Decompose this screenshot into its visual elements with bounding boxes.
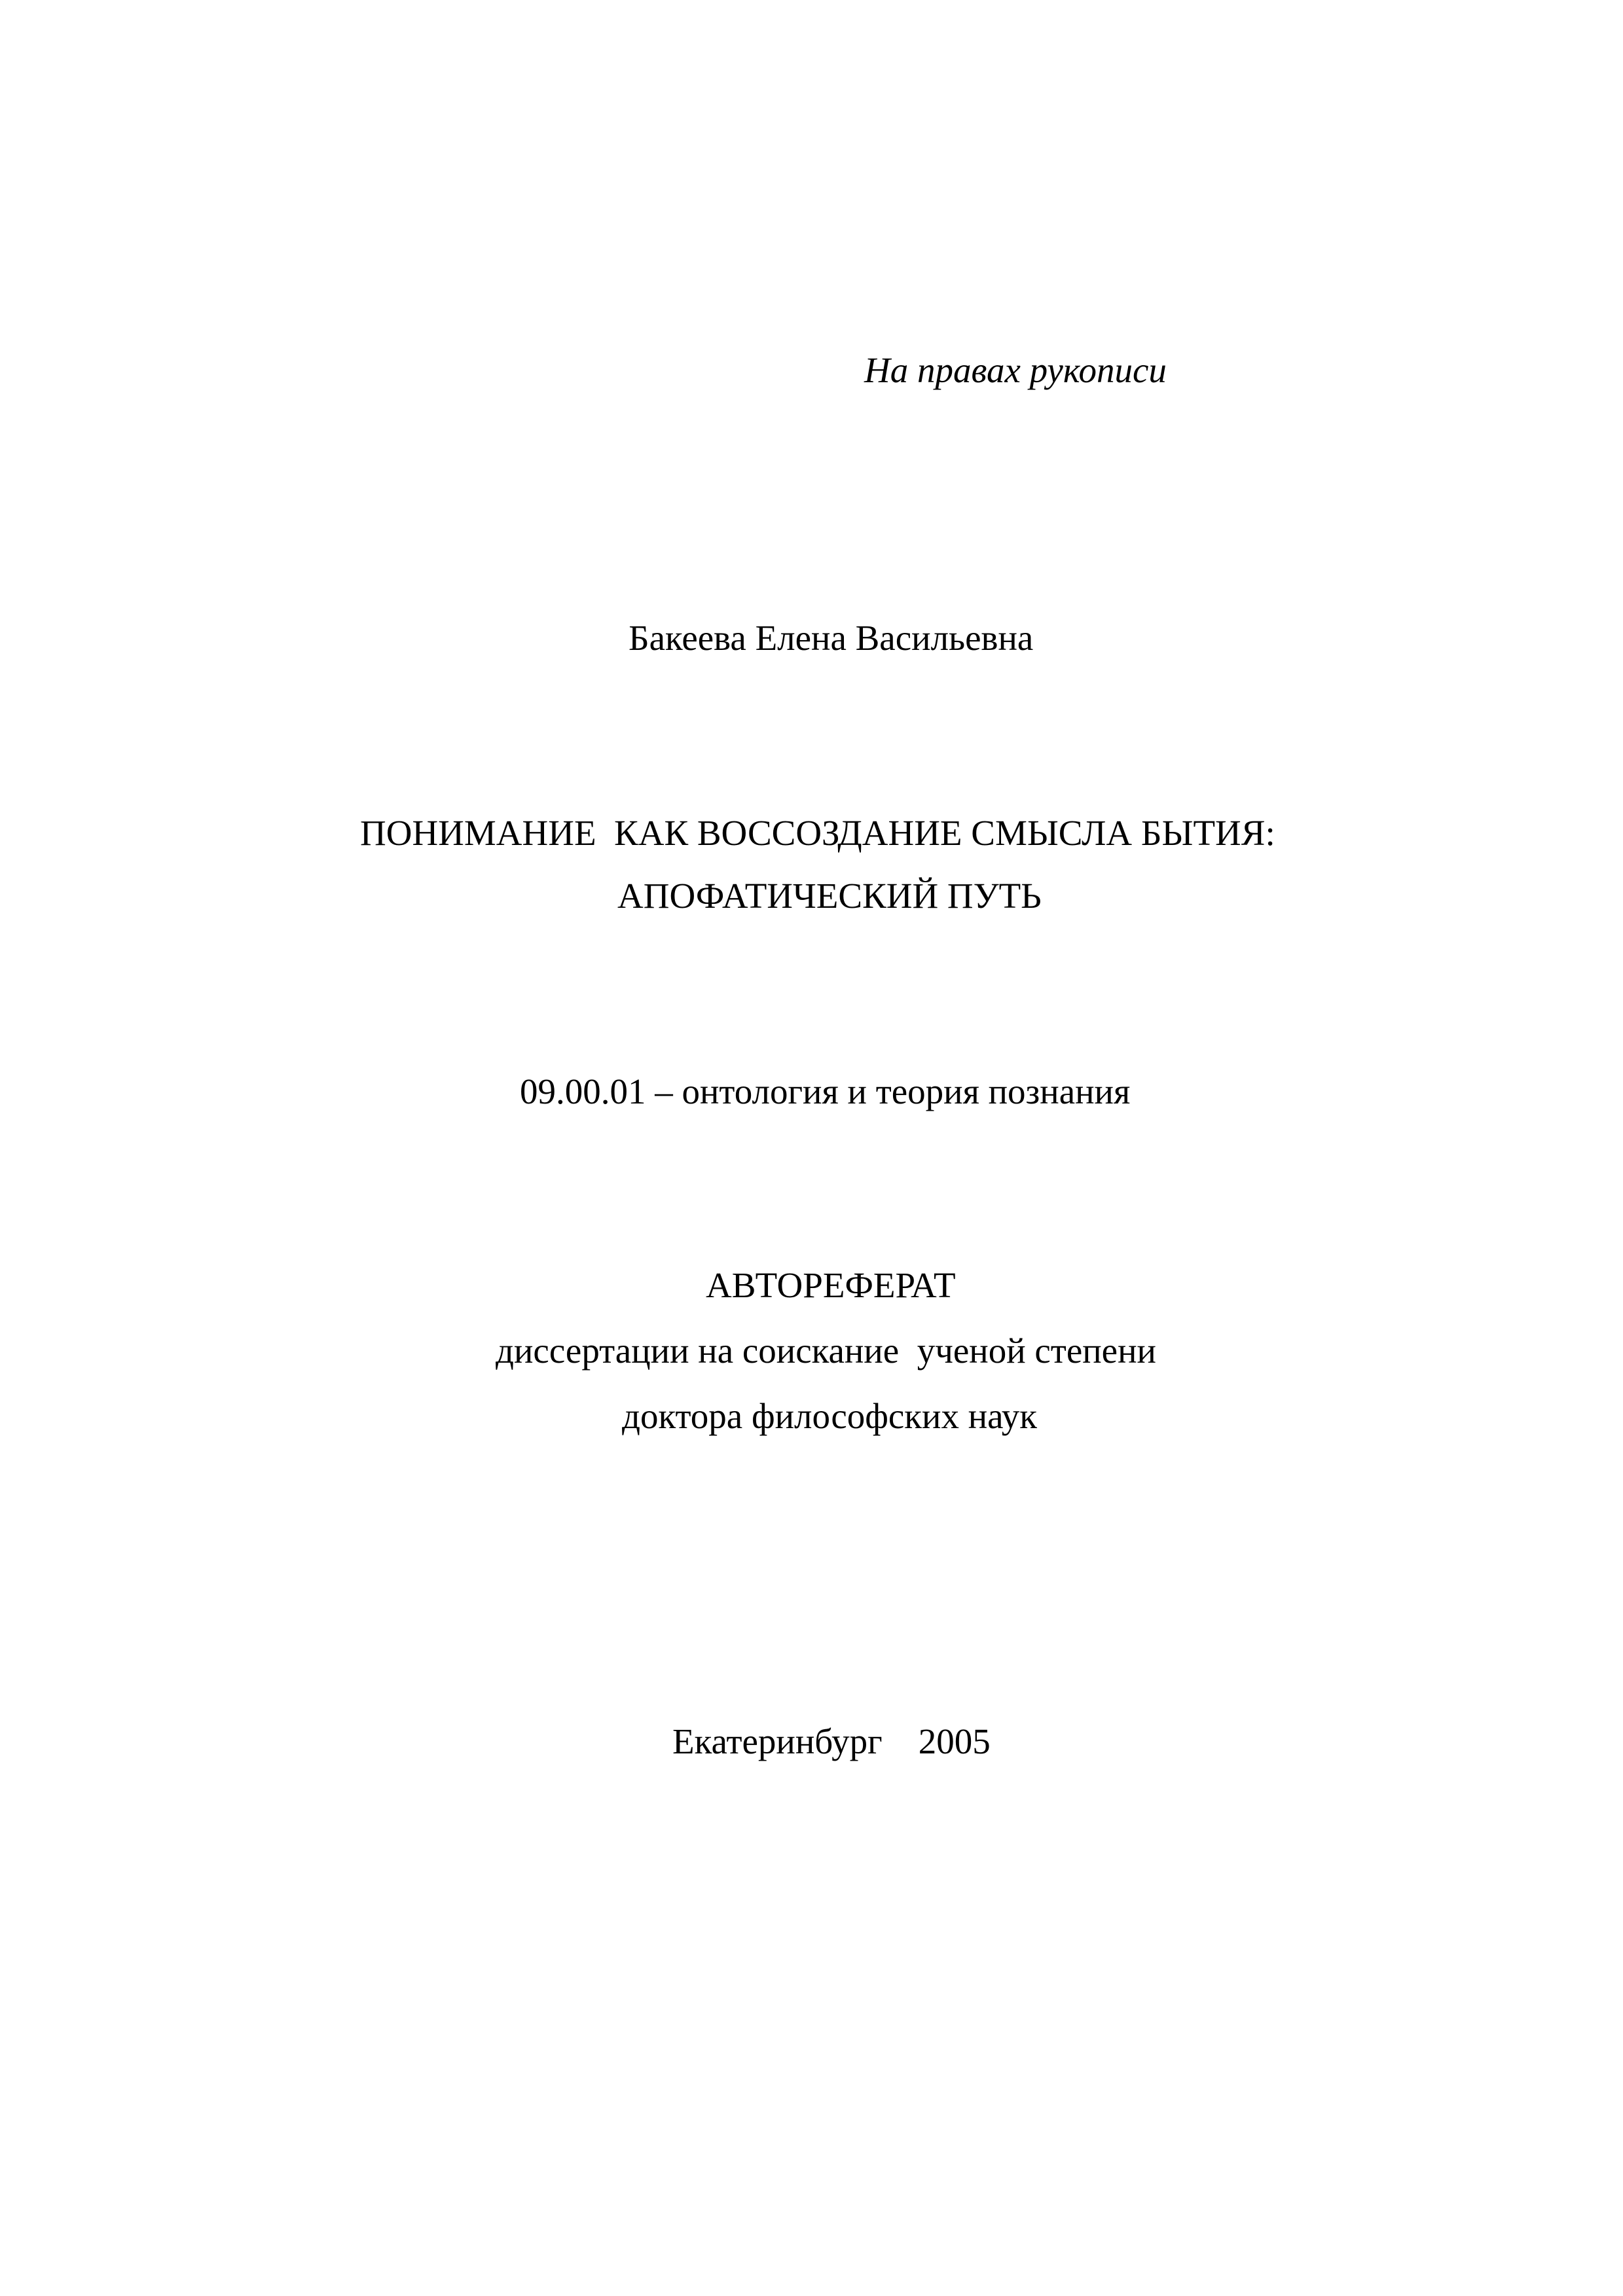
degree-line-1: диссертации на соискание ученой степени bbox=[496, 1331, 1156, 1371]
author-name: Бакеева Елена Васильевна bbox=[629, 618, 1034, 658]
rights-note: На правах рукописи bbox=[864, 350, 1167, 390]
place-year: Екатеринбург 2005 bbox=[672, 1721, 991, 1761]
document-type: АВТОРЕФЕРАТ bbox=[706, 1265, 956, 1305]
title-line-2: АПОФАТИЧЕСКИЙ ПУТЬ bbox=[617, 876, 1042, 916]
title-line-1: ПОНИМАНИЕ КАК ВОССОЗДАНИЕ СМЫСЛА БЫТИЯ: bbox=[360, 813, 1275, 853]
specialty-code: 09.00.01 – онтология и теория познания bbox=[520, 1071, 1131, 1111]
degree-line-2: доктора философских наук bbox=[622, 1396, 1037, 1436]
